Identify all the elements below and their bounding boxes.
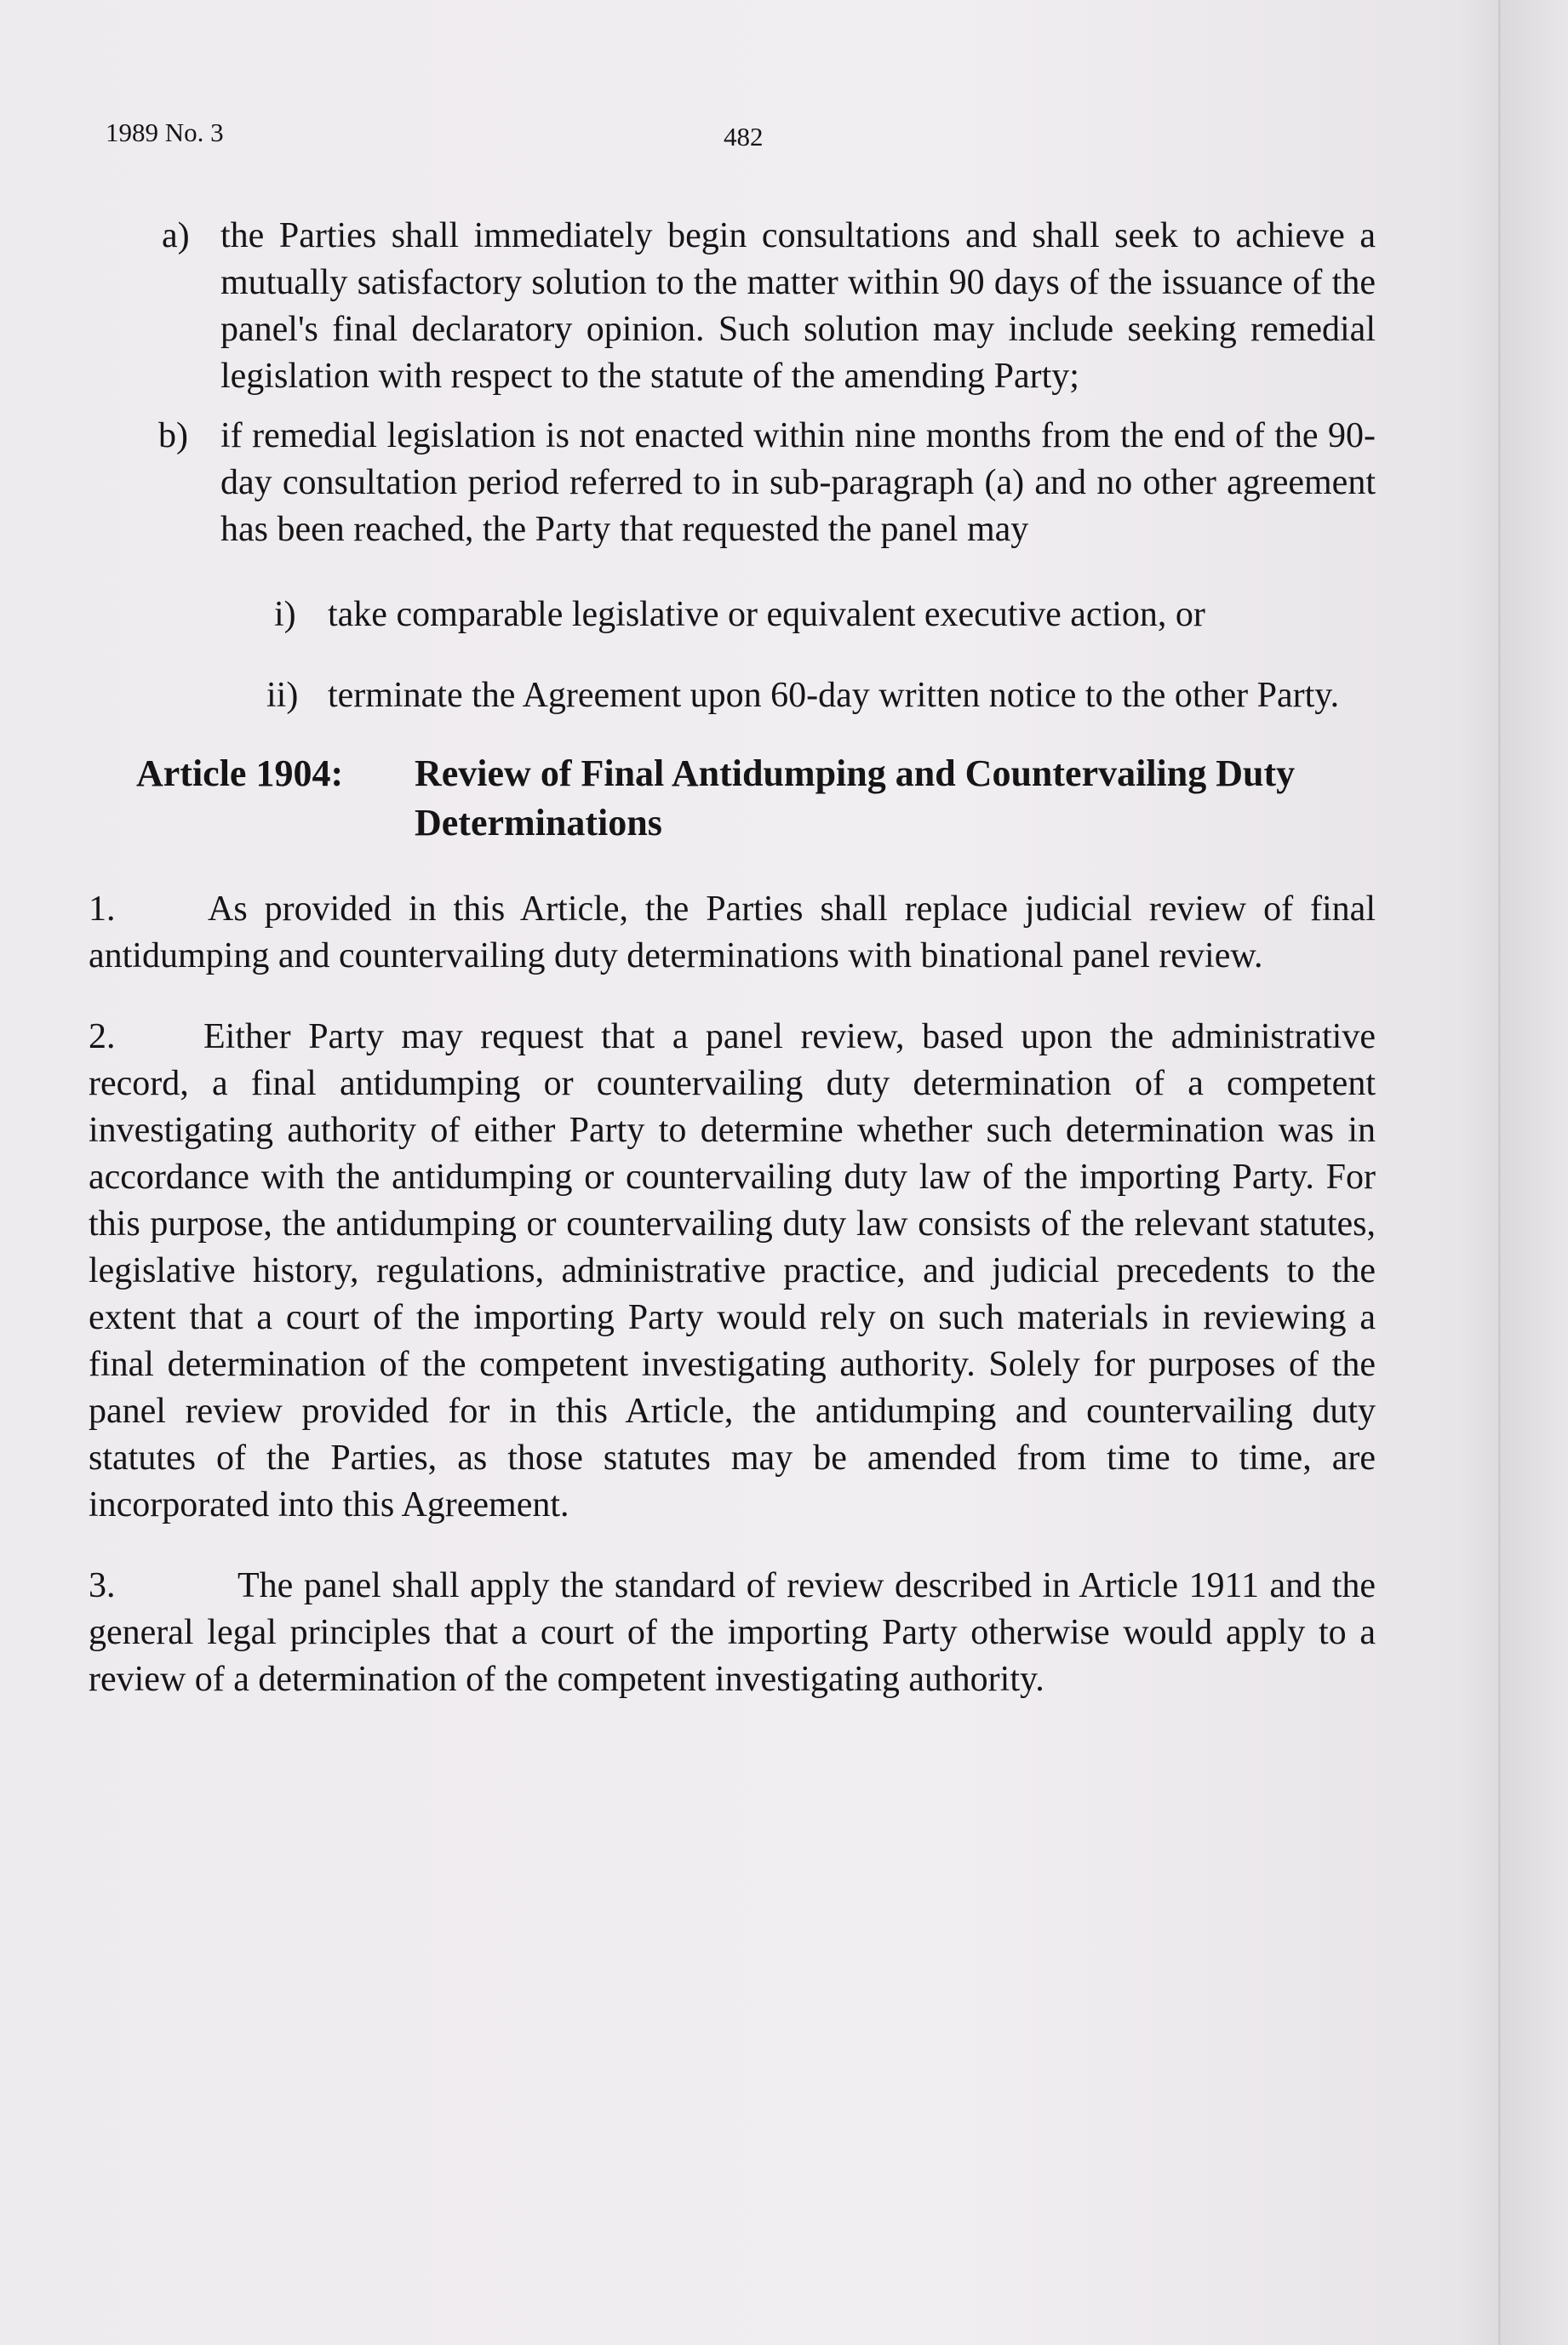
paragraph-number: 2. bbox=[89, 1017, 116, 1056]
clause-ii bbox=[89, 672, 1376, 719]
document-reference: 1989 No. 3 bbox=[106, 117, 224, 147]
subparagraph-marker: a) bbox=[162, 216, 190, 255]
article-heading bbox=[89, 749, 1376, 848]
paragraph-text: As provided in this Article, the Parties shall replace judicial review of final antidumping and countervailing duty determinations with binational panel review. bbox=[89, 889, 1376, 975]
book-gutter bbox=[1498, 0, 1501, 2345]
page-number: 482 bbox=[724, 122, 764, 152]
subparagraph-a bbox=[89, 213, 1376, 400]
subparagraph-text: if remedial legislation is not enacted within nine months from the end of the 90-day consultation period referred to in sub-paragraph (a) and no other agreement has been reached, the Party that requested the panel may bbox=[220, 416, 1376, 549]
article-label: Article 1904: bbox=[136, 752, 344, 794]
clause-text: terminate the Agreement upon 60-day written notice to the other Party. bbox=[328, 676, 1340, 715]
paragraph-text: Either Party may request that a panel review, based upon the administrative record, a final antidumping or countervailing duty determination of a competent investigating authority of either Party to determine whether such determination was in accordance with the antidumping or countervailing duty law of the importing Party. For this purpose, the antidumping or countervailing duty law consists of the relevant statutes, legislative history, regulations, administrative practice, and judicial precedents to the extent that a court of the importing Party would rely on such materials in reviewing a final determination of the competent investigating authority. Solely for purposes of the panel review provided for in this Article, the antidumping and countervailing duty statutes of the Parties, as those statutes may be amended from time to time, are incorporated into this Agreement. bbox=[89, 1017, 1376, 1524]
paragraph-1 bbox=[89, 886, 1376, 980]
subparagraph-marker: b) bbox=[158, 416, 188, 455]
clause-marker: i) bbox=[274, 595, 296, 634]
document-body bbox=[89, 213, 1376, 1737]
paragraph-number: 1. bbox=[89, 889, 116, 929]
subparagraph-text: the Parties shall immediately begin consultations and shall seek to achieve a mutually satisfactory solution to the matter within 90 days of the issuance of the panel's final declaratory opinion. Such solution may include seeking remedial legislation with respect to the statute of the amending Party; bbox=[220, 216, 1376, 396]
clause-marker: ii) bbox=[266, 676, 299, 715]
paragraph-2 bbox=[89, 1014, 1376, 1529]
paragraph-text: The panel shall apply the standard of review described in Article 1911 and the general legal principles that a court of the importing Party otherwise would apply to a review of a determination of the competent investigating authority. bbox=[89, 1566, 1376, 1699]
subparagraph-b bbox=[89, 413, 1376, 553]
paragraph-3 bbox=[89, 1563, 1376, 1703]
clause-i bbox=[89, 592, 1376, 638]
paragraph-number: 3. bbox=[89, 1566, 116, 1605]
article-title: Review of Final Antidumping and Countervailing Duty Determinations bbox=[415, 752, 1296, 844]
clause-text: take comparable legislative or equivalent executive action, or bbox=[328, 595, 1205, 634]
